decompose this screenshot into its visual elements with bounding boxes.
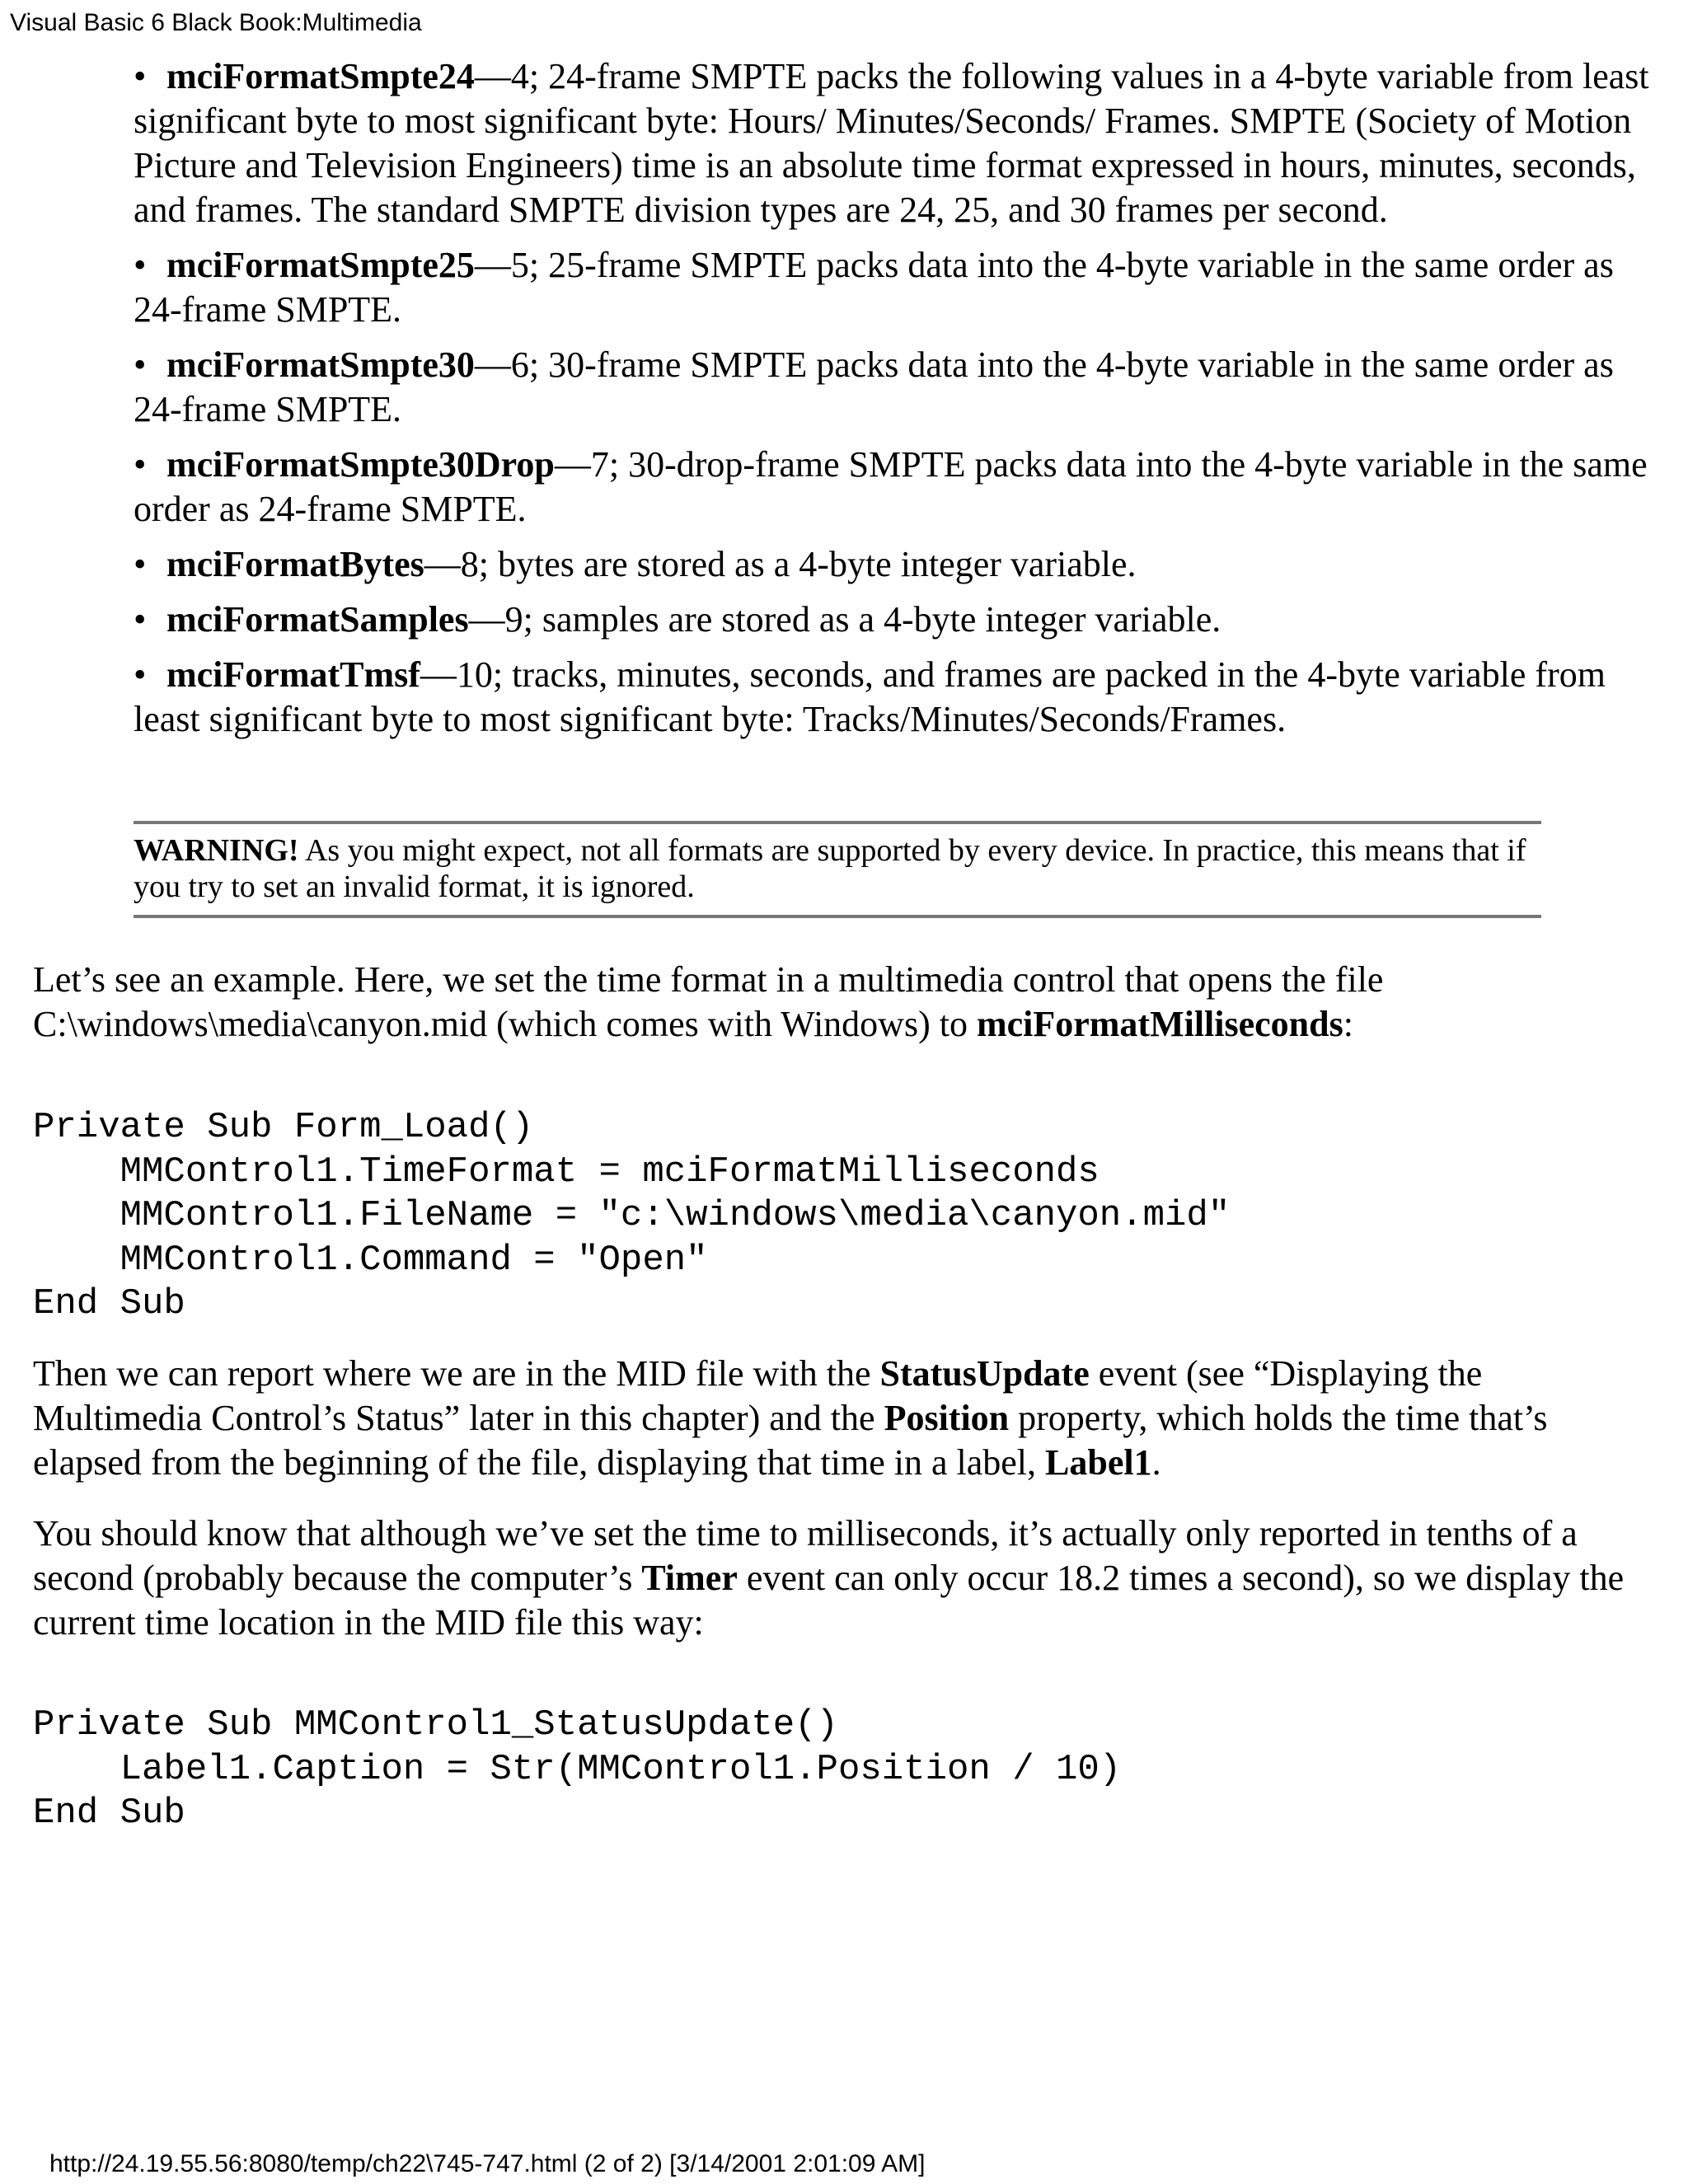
list-item: • mciFormatSmpte30Drop—7; 30-drop-frame SMPTE packs data into the 4-byte variable in the same order as 24-frame SMPTE. bbox=[134, 444, 1648, 529]
code-line: MMControl1.FileName = "c:\windows\media\canyon.mid" bbox=[33, 1195, 1231, 1236]
format-description: —7; 30-drop-frame SMPTE packs data into the 4-byte variable in the same order as 24-frame SMPTE. bbox=[134, 444, 1648, 529]
code-block-status-update bbox=[33, 1704, 1121, 1836]
code-line: End Sub bbox=[33, 1283, 185, 1324]
code-line: MMControl1.TimeFormat = mciFormatMilliseconds bbox=[33, 1151, 1100, 1193]
code-block-form-load bbox=[33, 1106, 1230, 1327]
warning-box bbox=[134, 821, 1541, 918]
format-description: —4; 24-frame SMPTE packs the following values in a 4-byte variable from least significant byte to most significant byte: Hours/ Minutes/Seconds/ Frames. SMPTE (Society of Motion Picture and Television Engineers) time is an absolute time format expressed in hours, minutes, seconds, and frames. The standard SMPTE division types are 24, 25, and 30 frames per second. bbox=[134, 56, 1649, 230]
format-description: —6; 30-frame SMPTE packs data into the 4-byte variable in the same order as 24-frame SMPTE. bbox=[134, 344, 1614, 429]
code-line: End Sub bbox=[33, 1793, 185, 1834]
format-term: mciFormatTmsf bbox=[166, 654, 420, 695]
code-line: Label1.Caption = Str(MMControl1.Position / 10) bbox=[33, 1748, 1122, 1790]
warning-text: As you might expect, not all formats are supported by every device. In practice, this means that if you try to set an invalid format, it is ignored. bbox=[134, 833, 1526, 904]
example-intro-paragraph: Let’s see an example. Here, we set the time format in a multimedia control that opens the file C:\windows\media\canyon.mid (which comes with Windows) to mciFormatMilliseconds: bbox=[33, 959, 1384, 1044]
format-description: —5; 25-frame SMPTE packs data into the 4-byte variable in the same order as 24-frame SMPTE. bbox=[134, 245, 1614, 330]
code-line: Private Sub MMControl1_StatusUpdate() bbox=[33, 1704, 838, 1746]
list-item: • mciFormatSmpte24—4; 24-frame SMPTE packs the following values in a 4-byte variable from least significant byte to most significant byte: Hours/ Minutes/Seconds/ Frames. SMPTE (Society of Motion Picture and Television Engineers) time is an absolute time format expressed in hours, minutes, seconds, and frames. The standard SMPTE division types are 24, 25, and 30 frames per second. bbox=[134, 56, 1649, 230]
list-item: • mciFormatSamples—9; samples are stored as a 4-byte integer variable. bbox=[134, 599, 1221, 640]
warning-label: WARNING! bbox=[134, 833, 299, 868]
list-item: • mciFormatSmpte25—5; 25-frame SMPTE packs data into the 4-byte variable in the same order as 24-frame SMPTE. bbox=[134, 245, 1614, 330]
format-term: mciFormatSamples bbox=[166, 599, 469, 640]
list-item: • mciFormatTmsf—10; tracks, minutes, seconds, and frames are packed in the 4-byte variable from least significant byte to most significant byte: Tracks/Minutes/Seconds/Frames. bbox=[134, 654, 1606, 739]
code-line: Private Sub Form_Load() bbox=[33, 1107, 534, 1148]
format-description: —9; samples are stored as a 4-byte integer variable. bbox=[468, 599, 1221, 640]
format-description: —10; tracks, minutes, seconds, and frames are packed in the 4-byte variable from least significant byte to most significant byte: Tracks/Minutes/Seconds/Frames. bbox=[134, 654, 1606, 739]
list-item: • mciFormatBytes—8; bytes are stored as a 4-byte integer variable. bbox=[134, 544, 1137, 584]
format-term: mciFormatSmpte30 bbox=[166, 344, 475, 385]
format-term: mciFormatBytes bbox=[166, 544, 424, 584]
milliseconds-paragraph: You should know that although we’ve set the time to milliseconds, it’s actually only reported in tenths of a second (probably because the computer’s Timer event can only occur 18.2 times a second), so we display the current time location in the MID file this way: bbox=[33, 1513, 1625, 1643]
format-description: —8; bytes are stored as a 4-byte integer variable. bbox=[424, 544, 1137, 584]
page-footer-url: http://24.19.55.56:8080/temp/ch22\745-747.html (2 of 2) [3/14/2001 2:01:09 AM] bbox=[49, 2150, 926, 2177]
status-update-paragraph: Then we can report where we are in the MID file with the StatusUpdate event (see “Displaying the Multimedia Control’s Status” later in this chapter) and the Position property, which holds the time that’s elapsed from the beginning of the file, displaying that time in a label, Label1. bbox=[33, 1353, 1548, 1483]
time-format-list bbox=[134, 54, 1650, 752]
format-term: mciFormatSmpte24 bbox=[166, 56, 475, 96]
list-item: • mciFormatSmpte30—6; 30-frame SMPTE packs data into the 4-byte variable in the same order as 24-frame SMPTE. bbox=[134, 344, 1614, 429]
format-term: mciFormatSmpte25 bbox=[166, 245, 475, 285]
page-header-title: Visual Basic 6 Black Book:Multimedia bbox=[10, 9, 422, 36]
format-term: mciFormatSmpte30Drop bbox=[166, 444, 555, 485]
code-line: MMControl1.Command = "Open" bbox=[33, 1239, 708, 1281]
